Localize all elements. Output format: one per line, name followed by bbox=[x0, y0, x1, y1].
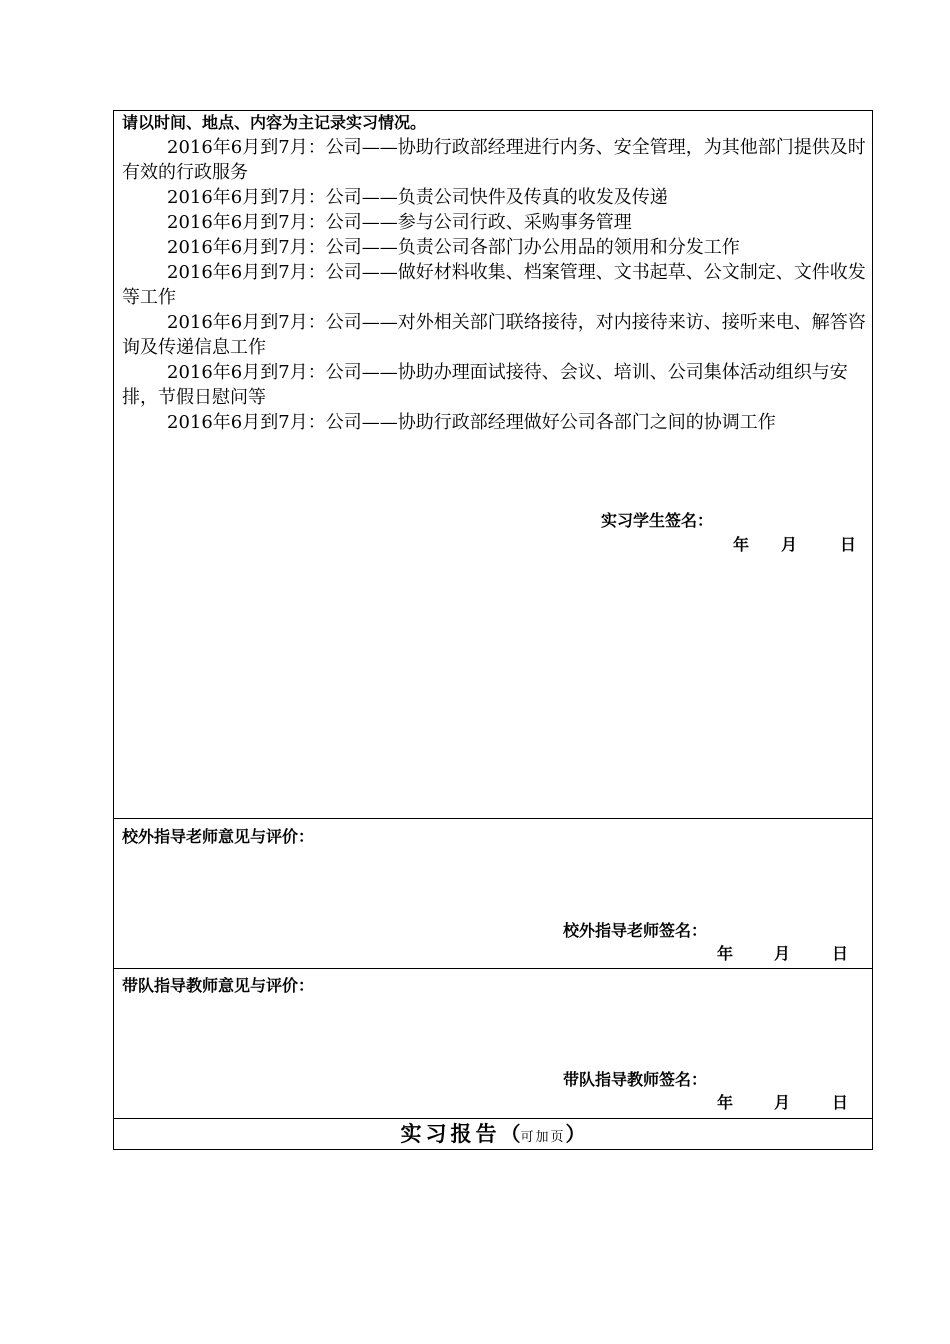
date-day: 日 bbox=[840, 535, 857, 554]
student-signature-label: 实习学生签名： bbox=[601, 511, 714, 530]
report-title-close-paren: ） bbox=[565, 1122, 586, 1146]
record-prompt: 请以时间、地点、内容为主记录实习情况。 bbox=[122, 113, 427, 132]
date-year: 年 bbox=[717, 944, 734, 963]
date-month: 月 bbox=[774, 1093, 791, 1112]
date-month: 月 bbox=[781, 535, 798, 554]
date-month: 月 bbox=[774, 944, 791, 963]
record-entry: 2016年6月到7月：公司——协助办理面试接待、会议、培训、公司集体活动组织与安排，节假日慰问等 bbox=[122, 362, 848, 408]
date-day: 日 bbox=[832, 944, 849, 963]
report-title-open-paren: （ bbox=[500, 1122, 521, 1146]
record-entry: 2016年6月到7月：公司——负责公司快件及传真的收发及传递 bbox=[167, 187, 668, 208]
report-title bbox=[114, 1119, 872, 1149]
internship-record-form bbox=[113, 110, 873, 1150]
date-year: 年 bbox=[717, 1093, 734, 1112]
date-year: 年 bbox=[733, 535, 750, 554]
report-title-row bbox=[114, 1119, 872, 1149]
outside-teacher-heading: 校外指导老师意见与评价： bbox=[122, 827, 315, 846]
lead-teacher-heading: 带队指导教师意见与评价： bbox=[122, 976, 315, 995]
internship-record-section bbox=[114, 111, 872, 819]
outside-teacher-signature-label: 校外指导老师签名： bbox=[563, 921, 708, 940]
record-entry: 2016年6月到7月：公司——负责公司各部门办公用品的领用和分发工作 bbox=[167, 237, 740, 258]
record-entry: 2016年6月到7月：公司——参与公司行政、采购事务管理 bbox=[167, 212, 632, 233]
record-entry: 2016年6月到7月：公司——协助行政部经理进行内务、安全管理，为其他部门提供及时有效的行政服务 bbox=[122, 137, 866, 183]
record-entry: 2016年6月到7月：公司——对外相关部门联络接待，对内接待来访、接听来电、解答咨询及传递信息工作 bbox=[122, 312, 866, 358]
report-title-main: 实习报告 bbox=[400, 1122, 501, 1146]
report-title-note: 可加页 bbox=[520, 1130, 566, 1145]
date-day: 日 bbox=[832, 1093, 849, 1112]
record-entry: 2016年6月到7月：公司——协助行政部经理做好公司各部门之间的协调工作 bbox=[167, 412, 776, 433]
record-entry: 2016年6月到7月：公司——做好材料收集、档案管理、文书起草、公文制定、文件收发等工作 bbox=[122, 262, 866, 308]
lead-teacher-section bbox=[114, 969, 872, 1119]
outside-teacher-section bbox=[114, 819, 872, 969]
record-entries bbox=[122, 135, 870, 435]
lead-teacher-signature-label: 带队指导教师签名： bbox=[563, 1070, 708, 1089]
